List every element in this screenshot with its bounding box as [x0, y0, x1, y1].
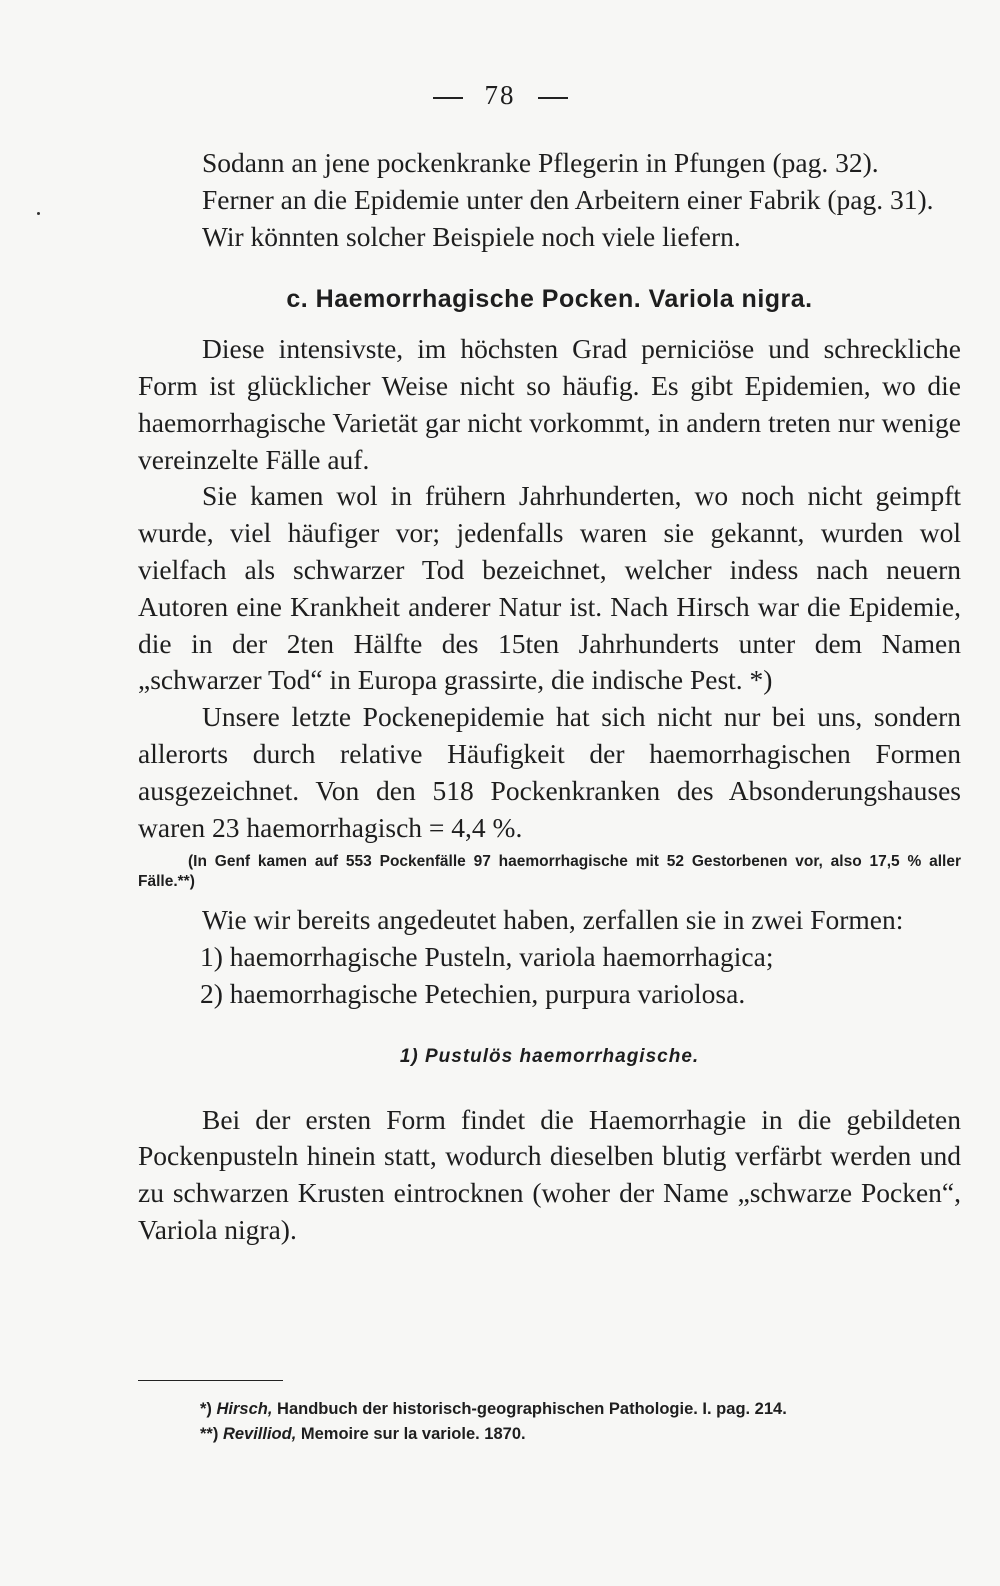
page-body [138, 145, 961, 1249]
paragraph: Wie wir bereits angedeutet haben, zerfallen sie in zwei Formen: [202, 904, 904, 936]
footnote-mark: **) [200, 1425, 219, 1443]
paragraph: Sie kamen wol in frühern Jahrhunderten, wo noch nicht geimpft wurde, viel häufiger vor; jedenfalls waren sie gekannt, wurden wol vielfach als schwarzer Tod bezeichnet, welcher indess nach neuern Autoren eine Krankheit anderer Natur ist. Nach Hirsch war die Epidemie, die in der 2ten Hälfte des 15ten Jahrhunderts unter dem Namen „schwarzer Tod“ in Europa grassirte, die indische Pest. *) [138, 480, 961, 696]
footnote-text: Memoire sur la variole. 1870. [300, 1425, 526, 1443]
list-item: 2) haemorrhagische Petechien, purpura variolosa. [200, 977, 746, 1009]
paragraph: Wir könnten solcher Beispiele noch viele liefern. [202, 220, 741, 252]
paragraph: Sodann an jene pockenkranke Pflegerin in Pfungen (pag. 32). [202, 147, 879, 178]
list-item: 1) haemorrhagische Pusteln, variola haemorrhagica; [200, 941, 774, 973]
footnote-text: Handbuch der historisch-geographischen Pathologie. I. pag. 214. [277, 1400, 787, 1418]
paragraph: Bei der ersten Form findet die Haemorrhagie in die gebildeten Pockenpusteln hinein statt, wodurch dieselben blutig verfärbt werden und zu schwarzen Krusten eintrocknen (woher der Name „schwarze Pocken“, Variola nigra). [138, 1103, 961, 1245]
inline-note: (In Genf kamen auf 553 Pockenfälle 97 haemorrhagische mit 52 Gestorbenen vor, also 17,5 % aller Fälle.**) [138, 853, 961, 891]
paragraph: Unsere letzte Pockenepidemie hat sich nicht nur bei uns, sondern allerorts durch relative Häufigkeit der haemorrhagischen Formen ausgezeichnet. Von den 518 Pockenkranken des Absonderungshauses waren 23 haemorrhagisch = 4,4 %. [138, 701, 961, 843]
footnote [200, 1397, 960, 1422]
paragraph: Ferner an die Epidemie unter den Arbeitern einer Fabrik (pag. 31). [202, 183, 934, 215]
footnote-rule [138, 1380, 283, 1381]
footnote [200, 1422, 960, 1447]
subsection-heading: 1) Pustulös haemorrhagische. [399, 1045, 700, 1067]
page-header [0, 80, 1000, 111]
header-dash-right [538, 97, 568, 99]
footnote-author: Revilliod, [222, 1425, 297, 1443]
footnote-author: Hirsch, [216, 1400, 273, 1418]
paragraph: Diese intensivste, im höchsten Grad perniciöse und schreckliche Form ist glücklicher Weise nicht so häufig. Es gibt Epidemien, wo die haemorrhagische Varietät gar nicht vorkommt, in andern treten nur wenige vereinzelte Fälle auf. [138, 333, 961, 475]
print-speck [37, 212, 40, 215]
footnote-mark: *) [200, 1400, 212, 1418]
footnotes [200, 1397, 960, 1447]
header-dash-left [433, 97, 463, 99]
page-number: 78 [484, 80, 516, 110]
section-heading: c. Haemorrhagische Pocken. Variola nigra. [286, 285, 813, 314]
